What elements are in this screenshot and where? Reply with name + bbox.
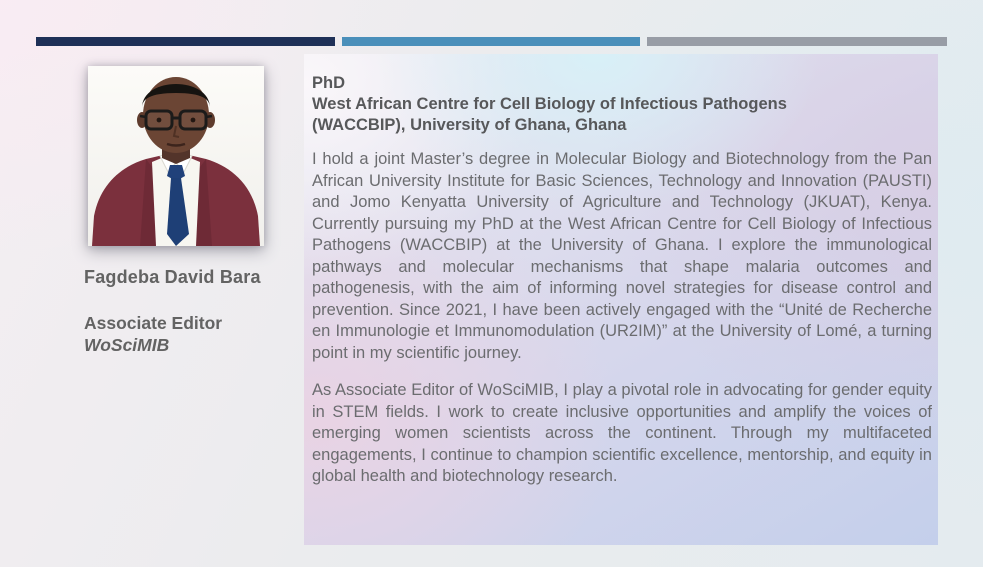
bio-degree: PhD [312,74,345,92]
profile-organization: WoSciMIB [84,335,170,355]
bio-affiliation-line1: West African Centre for Cell Biology of Infectious Pathogens [312,95,787,113]
accent-bar-blue [342,37,640,46]
profile-role-block [84,312,304,356]
profile-name: Fagdeba David Bara [84,267,261,287]
accent-bar-navy [36,37,335,46]
bio-paragraph-1: I hold a joint Master’s degree in Molecular Biology and Biotechnology from the Pan African University Institute for Basic Sciences, Technology and Innovation (PAUSTI) and Jomo Kenyatta University of Agriculture and Technology (JKUAT), Kenya. Currently pursuing my PhD at the West African Centre for Cell Biology of Infectious Pathogens (WACCBIP) at the University of Ghana. I explore the immunological pathways and molecular mechanisms that shape malaria outcomes and pathogenesis, with the aim of informing novel strategies for disease control and prevention. Since 2021, I have been actively engaged with the “Unité de Recherche en Immunologie et Immunomodulation (UR2IM)” at the University of Lomé, a turning point in my scientific journey. [312,150,932,362]
bio-affiliation-line2: (WACCBIP), University of Ghana, Ghana [312,116,627,134]
accent-bar-gray [647,37,947,46]
bio-text [312,149,932,488]
portrait-illustration [88,66,264,246]
bio-paragraph-2: As Associate Editor of WoSciMIB, I play a pivotal role in advocating for gender equity in STEM fields. I work to create inclusive opportunities and amplify the voices of emerging women scientists across the continent. Through my multifaceted engagements, I continue to champion scientific excellence, mentorship, and equity in global health and biotechnology research. [312,381,932,485]
bio-panel [304,54,938,545]
bio-header [312,73,932,136]
profile-photo [88,66,264,246]
profile-role: Associate Editor [84,313,223,333]
